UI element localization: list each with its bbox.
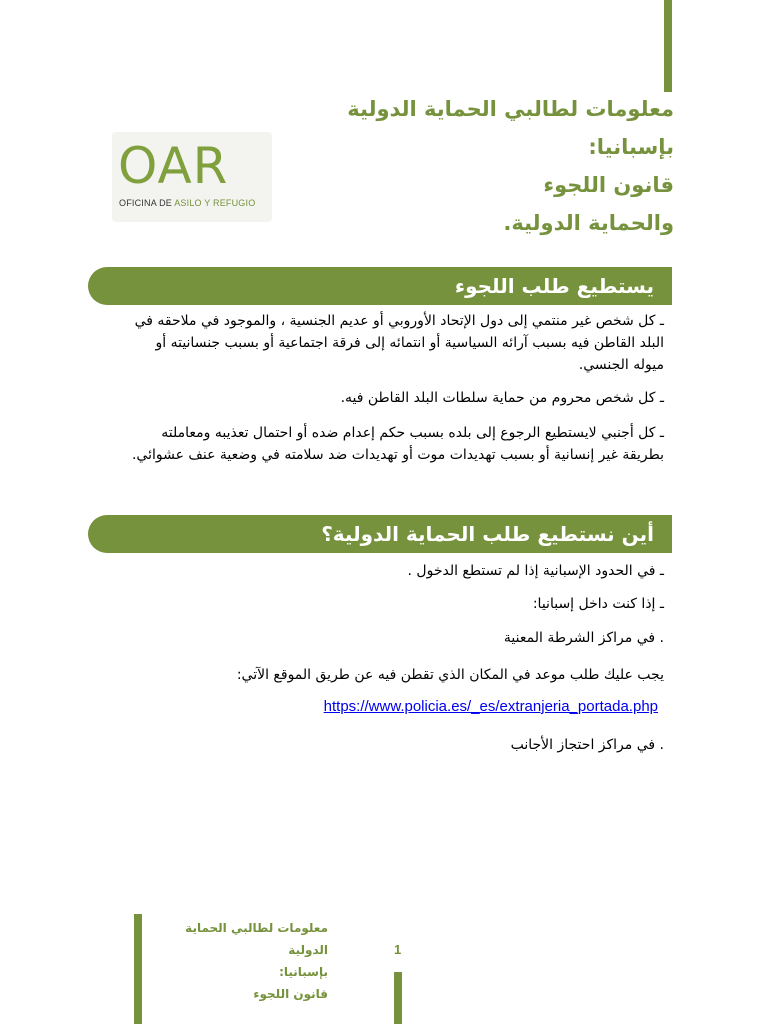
footer-line-2: الدولية [288, 943, 328, 957]
section1-item-1: ـ كل شخص غير منتمي إلى دول الإتحاد الأوروبي أو عديم الجنسية ، والموجود في ملاحقه في البلد القاطن فيه بسبب آرائه السياسية أو انتمائه إلى فرقة اجتماعية أو بسبب جنسانيته أو ميوله الجنسي. [134, 313, 664, 373]
logo-subtitle [119, 198, 255, 208]
section2-item-1: ـ في الحدود الإسبانية إذا لم تستطع الدخول . [407, 563, 664, 579]
section2-last-item: . في مراكز احتجاز الأجانب [510, 737, 664, 753]
section1-item-3: ـ كل أجنبي لايستطيع الرجوع إلى بلده بسبب حكم إعدام ضده أو احتمال تعذيبه ومعاملته بطريقة غير إنسانية أو بسبب تهديدات موت أو تهديدات ضد سلامته في وضعية عنف عشوائي. [131, 425, 664, 463]
section1-item-2: ـ كل شخص محروم من حماية سلطات البلد القاطن فيه. [340, 390, 664, 406]
footer-title [148, 917, 328, 1005]
section1-banner [88, 267, 672, 305]
footer-line-4: قانون اللجوء [253, 987, 328, 1001]
section2-item-2: ـ إذا كنت داخل إسبانيا: [532, 596, 664, 612]
document-title [254, 90, 674, 242]
logo-subtitle-prefix: OFICINA DE [119, 198, 175, 208]
logo-wordmark: OAR [118, 137, 229, 195]
footer-accent-bar-left [134, 914, 142, 1024]
oar-logo [112, 132, 272, 222]
footer-line-1: معلومات لطالبي الحماية [185, 921, 328, 935]
logo-subtitle-highlight: ASILO Y REFUGIO [174, 198, 256, 208]
page-number: 1 [394, 942, 402, 957]
section2-banner [88, 515, 672, 553]
section2-item-4: يجب عليك طلب موعد في المكان الذي تقطن فيه عن طريق الموقع الآتي: [236, 667, 664, 683]
title-line-1: معلومات لطالبي الحماية الدولية [347, 97, 674, 121]
policia-link[interactable]: https://www.policia.es/_es/extranjeria_portada.php [323, 698, 658, 715]
top-accent-bar [664, 0, 672, 92]
title-line-4: والحماية الدولية. [503, 211, 674, 235]
section1-heading: يستطيع طلب اللجوء [454, 274, 654, 298]
footer-line-3: بإسبانيا: [279, 965, 328, 979]
section2-heading: أين نستطيع طلب الحماية الدولية؟ [321, 522, 654, 546]
title-line-3: قانون اللجوء [543, 173, 674, 197]
section2-item-3: . في مراكز الشرطة المعنية [503, 630, 664, 646]
footer-accent-bar-right [394, 972, 402, 1024]
title-line-2: بإسبانيا: [588, 135, 674, 159]
